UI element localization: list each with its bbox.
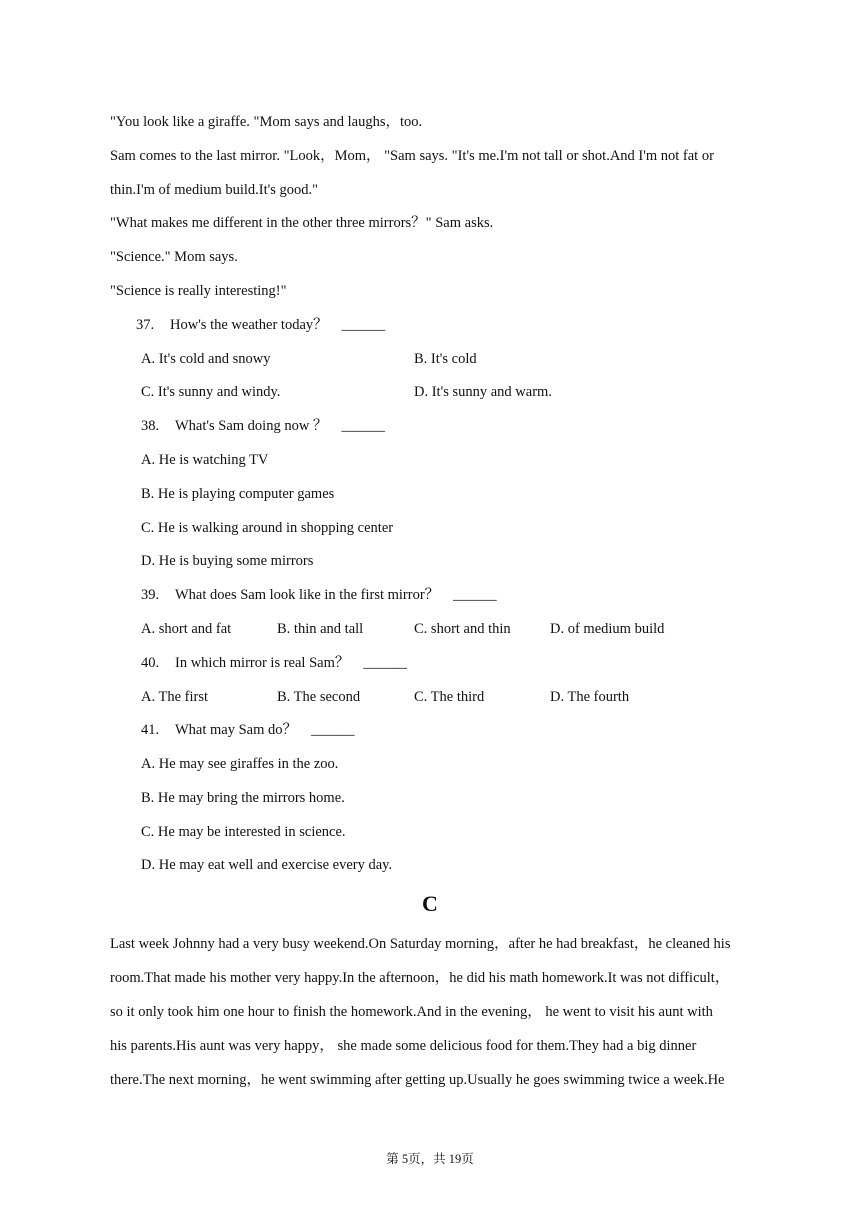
option-d: D. It's sunny and warm.	[414, 384, 552, 400]
passage-line: room.That made his mother very happy.In the afternoon，he did his math homework.It was not difficult，	[110, 970, 730, 986]
option-a: A. It's cold and snowy	[141, 351, 271, 367]
option-b: B. He is playing computer games	[141, 486, 335, 502]
answer-blank: ______	[341, 317, 386, 333]
option-c: C. The third	[414, 689, 485, 705]
question-number: 41.	[141, 722, 160, 738]
passage-line: "You look like a giraffe. "Mom says and laughs，too.	[110, 114, 423, 130]
option-b: B. The second	[277, 689, 361, 705]
option-a: A. short and fat	[141, 621, 232, 637]
question-stem	[141, 586, 497, 604]
question-number: 37.	[136, 317, 155, 333]
option-a: A. The first	[141, 689, 208, 705]
passage-line: there.The next morning，he went swimming after getting up.Usually he goes swimming twice a week.He	[110, 1072, 725, 1088]
passage-line: "Science is really interesting!"	[110, 283, 287, 299]
option-d: D. The fourth	[550, 689, 630, 705]
option-a: A. He is watching TV	[141, 452, 269, 468]
option-b: B. He may bring the mirrors home.	[141, 790, 345, 806]
question-text: In which mirror is real Sam？	[175, 655, 350, 671]
option-d: D. He is buying some mirrors	[141, 553, 314, 569]
question-number: 38.	[141, 418, 160, 434]
option-c: C. short and thin	[414, 621, 511, 637]
option-b: B. It's cold	[414, 351, 477, 367]
answer-blank: ______	[453, 587, 497, 603]
question-text: How's the weather today？	[170, 317, 328, 333]
answer-blank: ______	[311, 722, 355, 738]
option-c: C. It's sunny and windy.	[141, 384, 281, 400]
option-d: D. He may eat well and exercise every day.	[141, 857, 393, 873]
question-text: What may Sam do？	[175, 722, 298, 738]
question-text: What's Sam doing now ？	[175, 418, 328, 434]
passage-line: "What makes me different in the other three mirrors？" Sam asks.	[110, 215, 494, 231]
option-c: C. He may be interested in science.	[141, 824, 346, 840]
passage-line: Sam comes to the last mirror. "Look，Mom， "Sam says. "It's me.I'm not tall or shot.And I'm not fat or	[110, 148, 714, 164]
passage-line: Last week Johnny had a very busy weekend.On Saturday morning，after he had breakfast，he cleaned his	[110, 936, 731, 952]
option-d: D. of medium build	[550, 621, 665, 637]
page-number-footer: 第 5页，共 19页	[386, 1152, 474, 1166]
option-c: C. He is walking around in shopping center	[141, 520, 394, 536]
question-number: 40.	[141, 655, 160, 671]
question-stem	[141, 417, 385, 435]
option-a: A. He may see giraffes in the zoo.	[141, 756, 339, 772]
question-text: What does Sam look like in the first mirror？	[175, 587, 440, 603]
question-stem	[136, 316, 385, 334]
question-number: 39.	[141, 587, 160, 603]
passage-line: so it only took him one hour to finish the homework.And in the evening， he went to visit his aunt with	[110, 1004, 713, 1020]
section-heading: C	[422, 891, 438, 916]
answer-blank: ______	[341, 418, 385, 434]
passage-line: "Science." Mom says.	[110, 249, 238, 265]
option-b: B. thin and tall	[277, 621, 364, 637]
question-stem	[141, 654, 407, 672]
passage-line: his parents.His aunt was very happy， she made some delicious food for them.They had a big dinner	[110, 1038, 697, 1054]
question-stem	[141, 721, 355, 739]
answer-blank: ______	[363, 655, 407, 671]
passage-line: thin.I'm of medium build.It's good."	[110, 182, 319, 198]
